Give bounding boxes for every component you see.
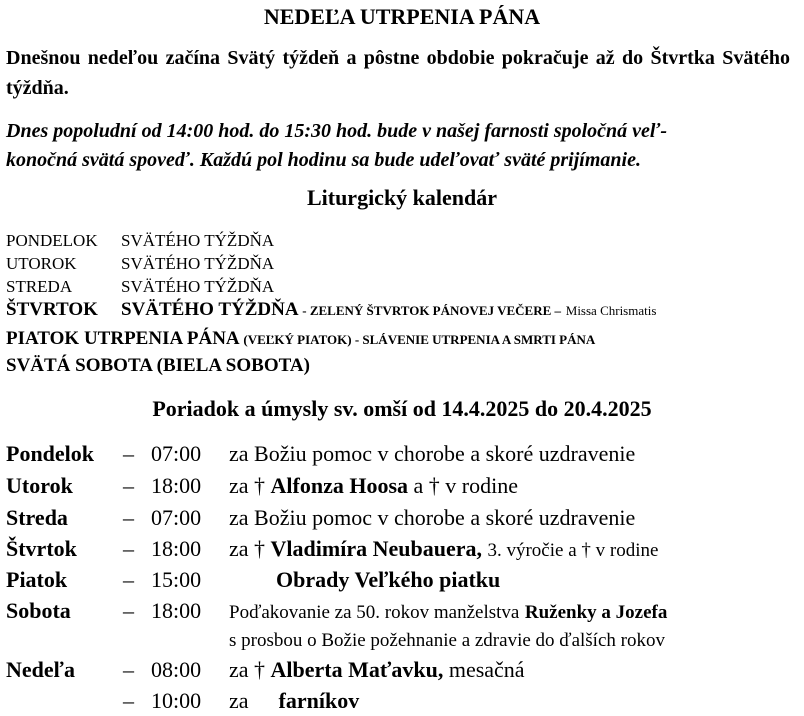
mass-time: 07:00 xyxy=(151,505,202,530)
calendar-thursday-note: - ZELENÝ ŠTVRTOK PÁNOVEJ VEČERE – xyxy=(302,303,562,318)
mass-time: 07:00 xyxy=(151,441,202,466)
mass-day: Pondelok xyxy=(6,441,95,466)
mass-intention-pre: za † xyxy=(229,536,266,561)
mass-dash: – xyxy=(123,598,134,623)
mass-day: Štvrtok xyxy=(6,536,77,561)
mass-day: Streda xyxy=(6,505,68,530)
liturgical-calendar-heading: Liturgický kalendár xyxy=(306,185,498,210)
calendar-day: UTOROK xyxy=(6,254,77,273)
mass-intention-name: Vladimíra Neubauera, xyxy=(270,536,482,561)
calendar-thursday-missa: Missa Chrismatis xyxy=(565,303,657,318)
mass-row-tuesday xyxy=(6,471,518,501)
mass-intention-pre: za † xyxy=(229,473,266,498)
mass-day: Nedeľa xyxy=(6,657,75,682)
mass-intention-pre: za xyxy=(229,688,249,713)
calendar-text: SVÄTÉHO TÝŽDŇA xyxy=(121,254,275,273)
calendar-friday-note: (VEĽKÝ PIATOK) - SLÁVENIE UTRPENIA A SMRTI PÁNA xyxy=(243,332,596,347)
notice-line-2: konočná svätá spoveď. Každú pol hodinu sa bude udeľovať sväté prijímanie. xyxy=(6,149,641,171)
mass-time: 18:00 xyxy=(151,598,202,623)
mass-day: Utorok xyxy=(6,473,73,498)
mass-row-wednesday xyxy=(6,503,635,533)
mass-time: 18:00 xyxy=(151,473,202,498)
mass-dash: – xyxy=(123,473,134,498)
calendar-text: SVÄTÉHO TÝŽDŇA xyxy=(121,277,275,296)
mass-dash: – xyxy=(123,688,134,713)
mass-dash: – xyxy=(123,505,134,530)
mass-intention-post: a † v rodine xyxy=(413,473,518,498)
calendar-day: ŠTVRTOK xyxy=(6,299,98,320)
calendar-saturday-main: SVÄTÁ SOBOTA (BIELA SOBOTA) xyxy=(6,355,310,376)
mass-intention-line2: s prosbou o Božie požehnanie a zdravie do ďalších rokov xyxy=(229,630,665,651)
mass-intention-name: farníkov xyxy=(278,688,360,713)
mass-intention: Obrady Veľkého piatku xyxy=(276,567,501,592)
calendar-monday xyxy=(6,231,274,251)
mass-intention-name: Ruženky a Jozefa xyxy=(524,602,668,623)
mass-row-sunday-1 xyxy=(6,655,525,685)
calendar-wednesday xyxy=(6,277,274,297)
page-title: NEDEĽA UTRPENIA PÁNA xyxy=(263,4,541,29)
mass-intention-post: 3. výročie a † v rodine xyxy=(487,540,659,561)
mass-day: Sobota xyxy=(6,598,71,623)
masses-heading: Poriadok a úmysly sv. omší od 14.4.2025 do 20.4.2025 xyxy=(152,396,652,421)
mass-dash: – xyxy=(123,567,134,592)
mass-time: 15:00 xyxy=(151,567,202,592)
mass-intention-name: Alfonza Hoosa xyxy=(270,473,409,498)
calendar-text: SVÄTÉHO TÝŽDŇA xyxy=(121,231,275,250)
calendar-saturday xyxy=(6,355,310,377)
mass-row-sunday-2 xyxy=(6,686,359,716)
mass-time: 18:00 xyxy=(151,536,202,561)
calendar-day: STREDA xyxy=(6,277,73,296)
calendar-tuesday xyxy=(6,254,274,274)
calendar-friday-main: PIATOK UTRPENIA PÁNA xyxy=(6,328,239,349)
mass-time: 08:00 xyxy=(151,657,202,682)
mass-dash: – xyxy=(123,536,134,561)
mass-intention-name: Alberta Maťavku, xyxy=(270,657,444,682)
calendar-thursday xyxy=(6,299,656,321)
mass-row-saturday xyxy=(6,596,667,626)
mass-intention: za Božiu pomoc v chorobe a skoré uzdravenie xyxy=(229,441,636,466)
calendar-friday xyxy=(6,328,595,350)
notice-line-1: Dnes popoludní od 14:00 hod. do 15:30 hod. bude v našej farnosti spoločná veľ- xyxy=(6,120,668,142)
mass-row-monday xyxy=(6,439,635,469)
mass-intention-pre: za † xyxy=(229,657,266,682)
confession-notice xyxy=(6,117,800,175)
mass-intention-post: mesačná xyxy=(448,657,525,682)
mass-row-saturday-continued xyxy=(229,624,665,654)
mass-row-friday xyxy=(6,565,500,595)
mass-intention-pre: Poďakovanie za 50. rokov manželstva xyxy=(229,602,520,623)
mass-dash: – xyxy=(123,441,134,466)
calendar-day: PONDELOK xyxy=(6,231,98,250)
mass-dash: – xyxy=(123,657,134,682)
mass-time: 10:00 xyxy=(151,688,202,713)
mass-day: Piatok xyxy=(6,567,68,592)
mass-intention: za Božiu pomoc v chorobe a skoré uzdravenie xyxy=(229,505,636,530)
mass-row-thursday xyxy=(6,534,658,564)
calendar-text: SVÄTÉHO TÝŽDŇA xyxy=(121,299,298,320)
intro-paragraph: Dnešnou nedeľou začína Svätý týždeň a pôstne obdobie pokračuje až do Štvrtka Svätého týždňa. xyxy=(6,47,790,99)
